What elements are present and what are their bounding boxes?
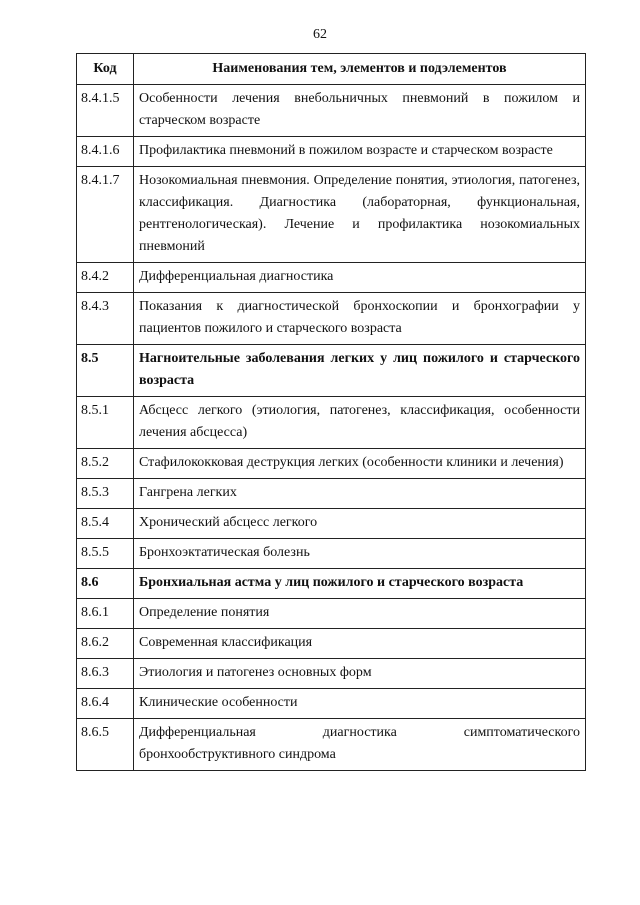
row-code: 8.4.1.5 — [77, 85, 134, 137]
row-name: Профилактика пневмоний в пожилом возрасте и старческом возрасте — [134, 137, 586, 167]
row-code: 8.6.1 — [77, 599, 134, 629]
row-name: Клинические особенности — [134, 689, 586, 719]
row-code: 8.6.2 — [77, 629, 134, 659]
table-row — [77, 479, 586, 509]
table-row — [77, 599, 586, 629]
row-name: Бронхиальная астма у лиц пожилого и старческого возраста — [134, 569, 586, 599]
row-code: 8.4.1.7 — [77, 167, 134, 263]
table-row — [77, 85, 586, 137]
row-code: 8.5.2 — [77, 449, 134, 479]
row-code: 8.5 — [77, 345, 134, 397]
row-code: 8.5.5 — [77, 539, 134, 569]
section-row — [77, 345, 586, 397]
table-row — [77, 449, 586, 479]
row-name: Нозокомиальная пневмония. Определение понятия, этиология, патогенез, классификация. Диагностика (лабораторная, функциональная, рентгенологическая). Лечение и профилактика нозокомиальных пневмоний — [134, 167, 586, 263]
row-code: 8.6.4 — [77, 689, 134, 719]
row-code: 8.5.4 — [77, 509, 134, 539]
page-number: 62 — [313, 27, 327, 42]
row-name: Современная классификация — [134, 629, 586, 659]
row-code: 8.5.1 — [77, 397, 134, 449]
row-name: Нагноительные заболевания легких у лиц пожилого и старческого возраста — [134, 345, 586, 397]
row-name: Абсцесс легкого (этиология, патогенез, классификация, особенности лечения абсцесса) — [134, 397, 586, 449]
row-name: Особенности лечения внебольничных пневмоний в пожилом и старческом возрасте — [134, 85, 586, 137]
table-row — [77, 263, 586, 293]
table-row — [77, 719, 586, 771]
table-row — [77, 689, 586, 719]
topics-table — [76, 53, 586, 771]
header-code: Код — [77, 54, 134, 85]
row-name: Гангрена легких — [134, 479, 586, 509]
row-name: Показания к диагностической бронхоскопии и бронхографии у пациентов пожилого и старческого возраста — [134, 293, 586, 345]
row-name: Бронхоэктатическая болезнь — [134, 539, 586, 569]
table-row — [77, 167, 586, 263]
table-row — [77, 397, 586, 449]
row-name: Стафилококковая деструкция легких (особенности клиники и лечения) — [134, 449, 586, 479]
row-name: Дифференциальная диагностика — [134, 263, 586, 293]
table-row — [77, 137, 586, 167]
row-code: 8.4.3 — [77, 293, 134, 345]
table-header-row — [77, 54, 586, 85]
row-name: Определение понятия — [134, 599, 586, 629]
row-code: 8.6 — [77, 569, 134, 599]
table-row — [77, 293, 586, 345]
row-code: 8.4.2 — [77, 263, 134, 293]
row-name: Этиология и патогенез основных форм — [134, 659, 586, 689]
row-name: Дифференциальная диагностика симптоматического бронхообструктивного синдрома — [134, 719, 586, 771]
row-code: 8.4.1.6 — [77, 137, 134, 167]
header-name: Наименования тем, элементов и подэлементов — [134, 54, 586, 85]
row-code: 8.6.5 — [77, 719, 134, 771]
table-row — [77, 539, 586, 569]
row-code: 8.6.3 — [77, 659, 134, 689]
row-name: Хронический абсцесс легкого — [134, 509, 586, 539]
row-code: 8.5.3 — [77, 479, 134, 509]
table-row — [77, 509, 586, 539]
table-row — [77, 659, 586, 689]
section-row — [77, 569, 586, 599]
table-row — [77, 629, 586, 659]
